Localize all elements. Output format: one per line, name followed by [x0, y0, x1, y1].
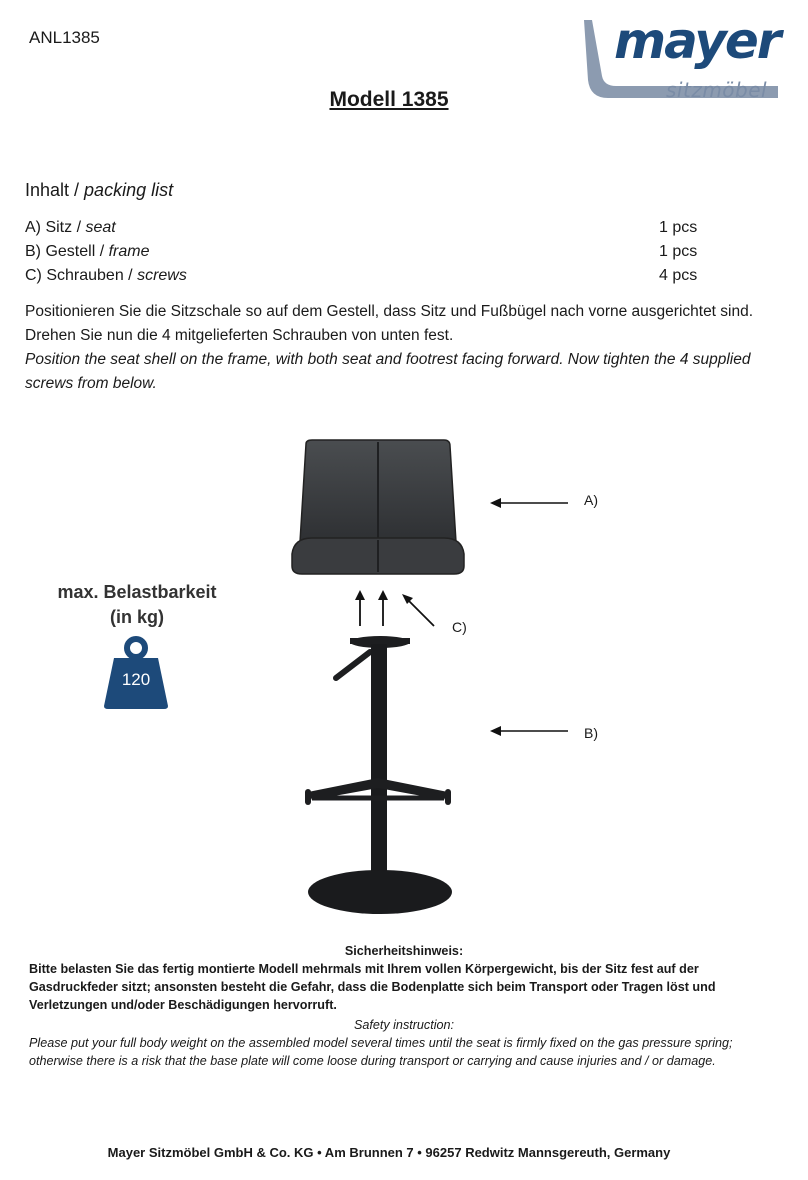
instructions-en: Position the seat shell on the frame, with both seat and footrest facing forward. Now tighten the 4 supplied screws from below. [25, 351, 751, 392]
safety-heading-en: Safety instruction: [353, 1018, 455, 1032]
max-load-title-line2: (in kg) [110, 607, 164, 627]
arrow-left-icon [490, 724, 570, 738]
list-item-qty: 1 pcs [659, 243, 698, 260]
list-item-de: B) Gestell / [25, 243, 109, 260]
max-load-title [42, 580, 232, 630]
list-item-de: A) Sitz / [25, 219, 86, 236]
list-item [25, 219, 116, 237]
label-seat: A) [584, 492, 598, 508]
label-frame: B) [584, 725, 598, 741]
list-item [25, 243, 149, 261]
logo-subtitle: sitzmöbel [666, 78, 768, 102]
company-footer: Mayer Sitzmöbel GmbH & Co. KG • Am Brunnen 7 • 96257 Redwitz Mannsgereuth, Germany [107, 1145, 671, 1160]
safety-heading-de: Sicherheitshinweis: [344, 944, 464, 958]
list-item [25, 267, 187, 285]
list-item-qty: 4 pcs [659, 267, 698, 284]
arrow-left-icon [490, 496, 570, 510]
max-load-title-line1: max. Belastbarkeit [57, 582, 217, 602]
safety-text-de: Bitte belasten Sie das fertig montierte Modell mehrmals mit Ihrem vollen Körpergewicht, bis der Sitz fest auf der Gasdruckfeder sitzt; ansonsten besteht die Gefahr, dass die Bodenplatte sich beim Transport oder Tragen löst und Verletzungen und/oder Beschädigungen hervorruft. [29, 962, 716, 1012]
stool-illustration [278, 430, 478, 920]
max-load-value: 120 [121, 670, 151, 689]
list-item-qty: 1 pcs [659, 219, 698, 236]
list-item-de: C) Schrauben / [25, 267, 138, 284]
contents-heading-de: Inhalt / [25, 180, 85, 200]
contents-heading [25, 180, 173, 201]
instructions-de: Positionieren Sie die Sitzschale so auf dem Gestell, dass Sitz und Fußbügel nach vorne ausgerichtet sind. Drehen Sie nun die 4 mitgelieferten Schrauben von unten fest. [25, 303, 754, 344]
list-item-en: seat [85, 219, 116, 236]
list-item-en: screws [137, 267, 187, 284]
document-code: ANL1385 [29, 28, 100, 47]
safety-text-en: Please put your full body weight on the assembled model several times until the seat is firmly fixed on the gas pressure spring; otherwise there is a risk that the base plate will come loose during transport or carrying and cause injuries and / or damage. [29, 1036, 733, 1068]
contents-heading-en: packing list [84, 180, 174, 200]
page-title: Modell 1385 [329, 88, 449, 111]
logo-wordmark: mayer [614, 12, 780, 70]
list-item-en: frame [108, 243, 150, 260]
label-screws: C) [452, 619, 467, 635]
bar-stool-icon [278, 430, 478, 920]
